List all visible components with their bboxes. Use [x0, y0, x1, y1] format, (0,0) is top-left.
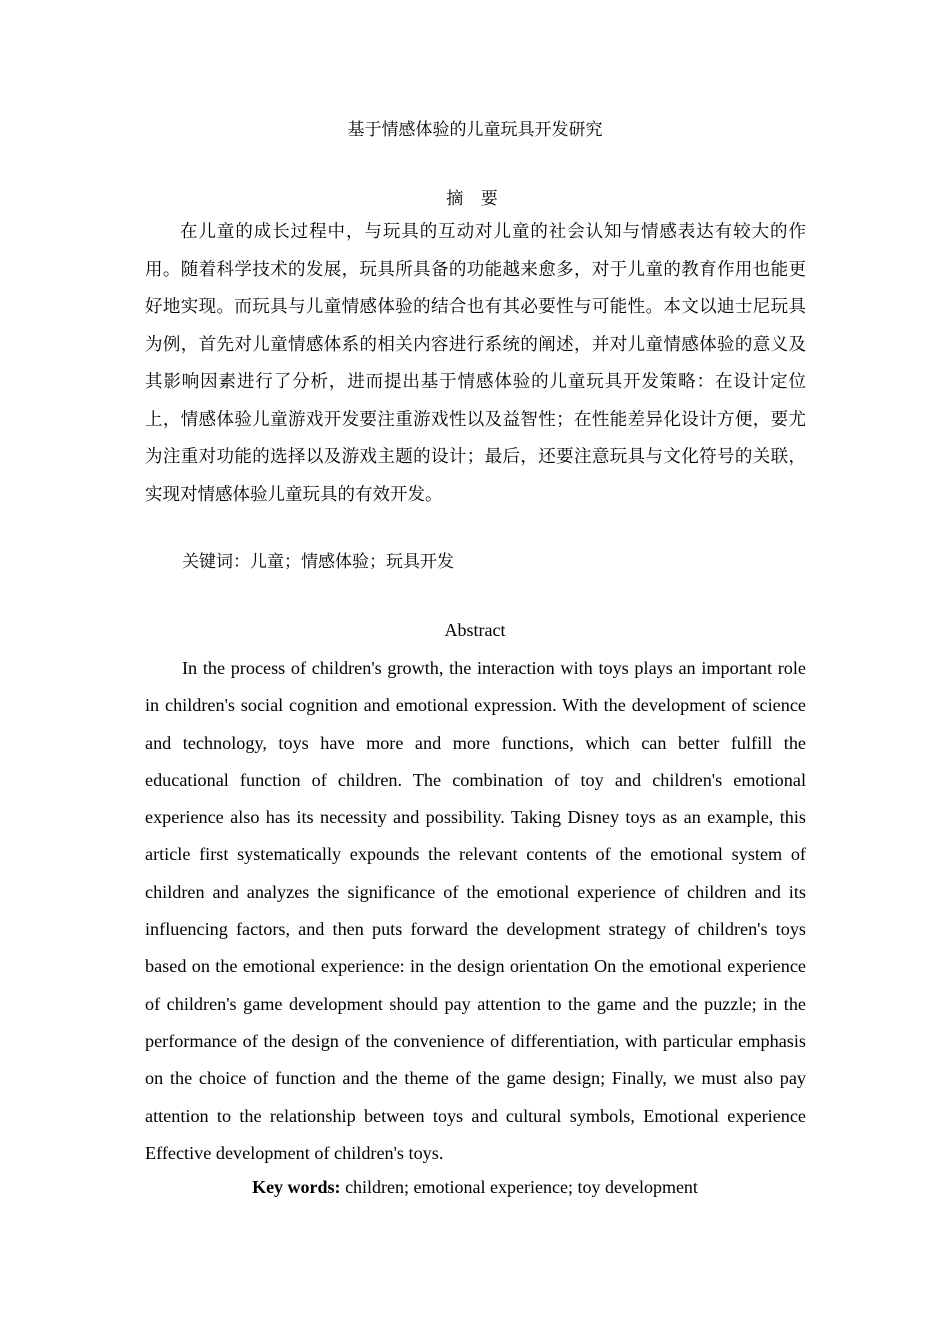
abstract-en-heading: Abstract	[444, 620, 506, 640]
keywords-cn: 关键词：儿童；情感体验；玩具开发	[182, 552, 454, 572]
keywords-en	[0, 1177, 950, 1198]
abstract-cn-heading: 摘 要	[446, 189, 504, 209]
paper-title: 基于情感体验的儿童玩具开发研究	[347, 120, 603, 140]
keywords-en-value: children; emotional experience; toy development	[340, 1177, 698, 1197]
abstract-en-body: In the process of children's growth, the interaction with toys plays an important role in children's social cognition and emotional expression. With the development of science and technology, toys have more and more functions, which can better fulfill the educational function of children. The combination of toy and children's emotional experience also has its necessity and possibility. Taking Disney toys as an example, this article first systematically expounds the relevant contents of the emotional system of children and analyzes the significance of the emotional experience of children and its influencing factors, and then puts forward the development strategy of children's toys based on the emotional experience: in the design orientation On the emotional experience of children's game development should pay attention to the game and the puzzle; in the performance of the design of the convenience of differentiation, with particular emphasis on the choice of function and the theme of the game design; Finally, we must also pay attention to the relationship between toys and cultural symbols, Emotional experience Effective development of children's toys.	[145, 658, 806, 1163]
abstract-cn-body: 在儿童的成长过程中，与玩具的互动对儿童的社会认知与情感表达有较大的作用。随着科学技术的发展，玩具所具备的功能越来愈多，对于儿童的教育作用也能更好地实现。而玩具与儿童情感体验的结合也有其必要性与可能性。本文以迪士尼玩具为例，首先对儿童情感体系的相关内容进行系统的阐述，并对儿童情感体验的意义及其影响因素进行了分析，进而提出基于情感体验的儿童玩具开发策略：在设计定位上，情感体验儿童游戏开发要注重游戏性以及益智性；在性能差异化设计方便，要尤为注重对功能的选择以及游戏主题的设计；最后，还要注意玩具与文化符号的关联，实现对情感体验儿童玩具的有效开发。	[145, 222, 806, 505]
keywords-en-label: Key words:	[252, 1177, 341, 1197]
